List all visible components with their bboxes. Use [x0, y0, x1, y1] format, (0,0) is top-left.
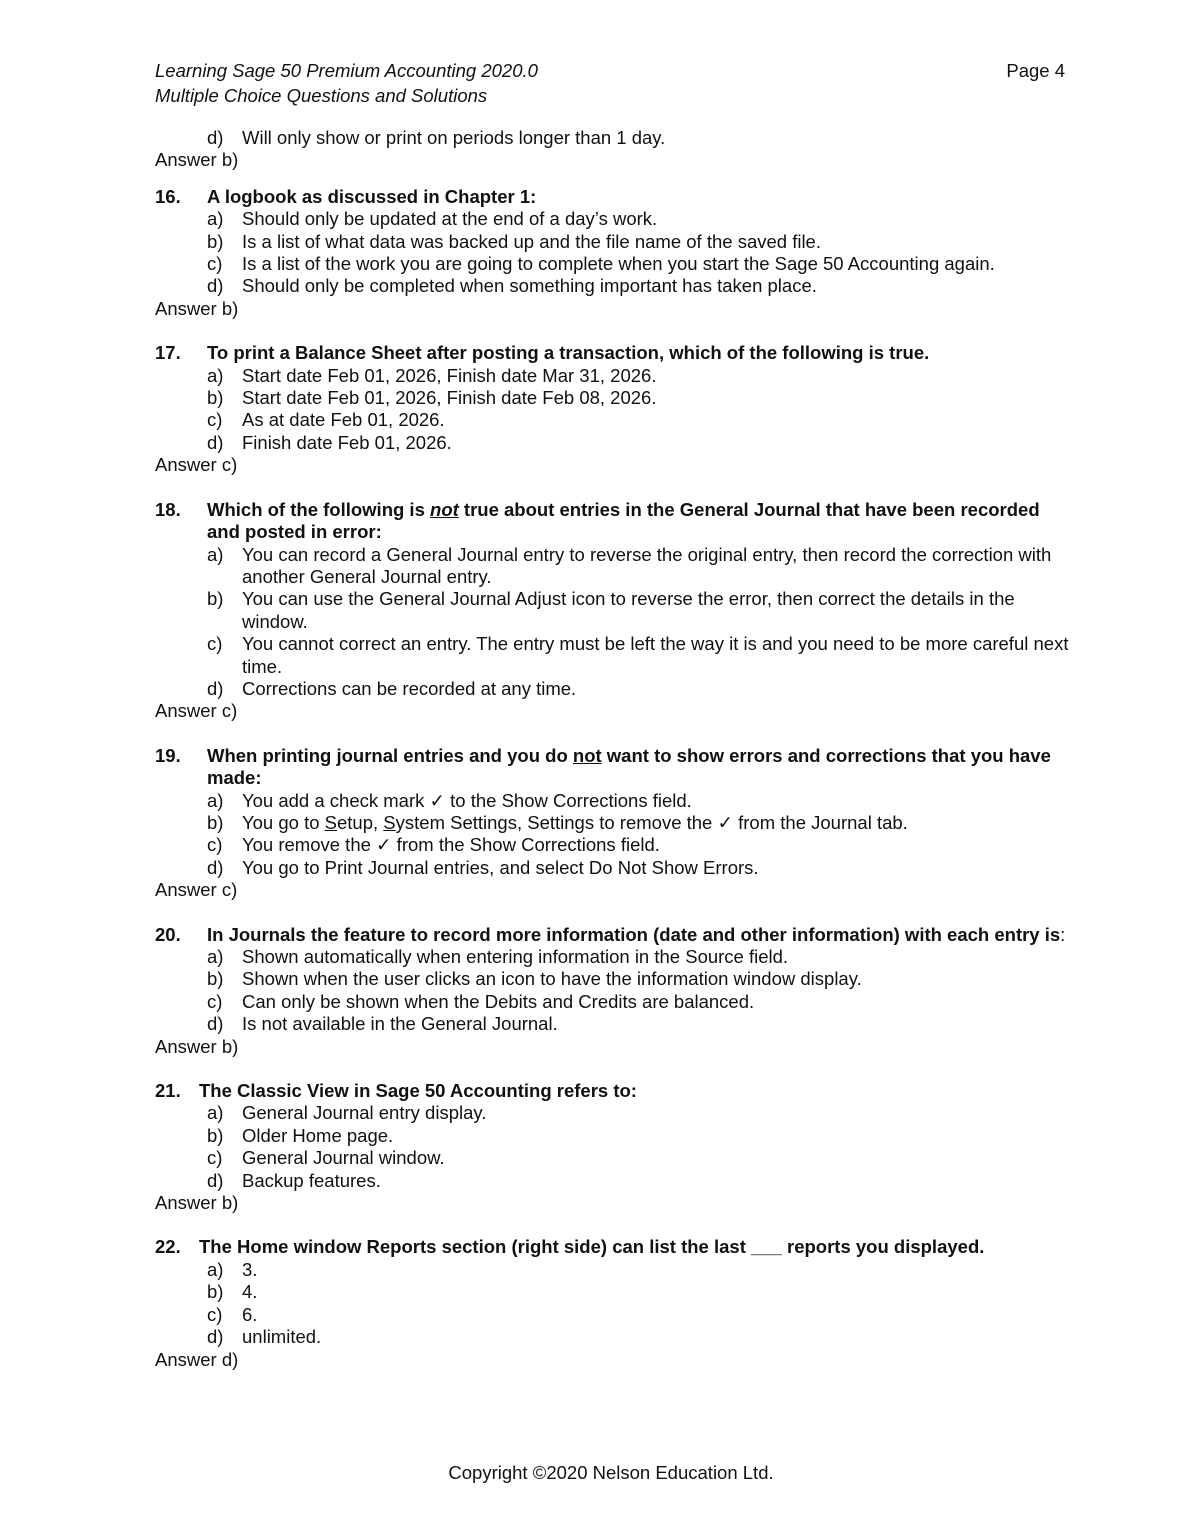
question-title: 22. The Home window Reports section (right side) can list the last ___ reports you displayed.: [155, 1236, 985, 1258]
option-d: d) Backup features.: [207, 1169, 381, 1191]
question-16: [155, 186, 1070, 320]
option-a: a) You can record a General Journal entry to reverse the original entry, then record the correction with another General Journal entry.: [207, 543, 1052, 587]
question-title: 19. When printing journal entries and you do not want to show errors and corrections that you have made:: [155, 744, 1051, 789]
document-subtitle: Multiple Choice Questions and Solutions: [155, 85, 488, 106]
option-a: a) Should only be updated at the end of a day’s work.: [207, 208, 658, 230]
option-b: b) You can use the General Journal Adjust icon to reverse the error, then correct the details in the window.: [207, 588, 1015, 632]
option-c: c) As at date Feb 01, 2026.: [207, 409, 445, 431]
question-18: [155, 499, 1070, 723]
question-title: 17. To print a Balance Sheet after posting a transaction, which of the following is true.: [155, 342, 930, 364]
page-header: [155, 58, 1065, 108]
question-20: [155, 924, 1070, 1058]
option-a: a) General Journal entry display.: [207, 1102, 487, 1124]
answer: Answer c): [155, 879, 238, 901]
option-letter: d): [207, 127, 224, 148]
option-a: a) Start date Feb 01, 2026, Finish date Mar 31, 2026.: [207, 364, 657, 386]
answer: Answer b): [155, 297, 239, 319]
question-title: 16. A logbook as discussed in Chapter 1:: [155, 185, 537, 207]
option-c: c) Is a list of the work you are going to complete when you start the Sage 50 Accounting again.: [207, 253, 995, 275]
option-c: c) Can only be shown when the Debits and Credits are balanced.: [207, 990, 755, 1012]
question-19: [155, 745, 1070, 902]
copyright-footer: Copyright ©2020 Nelson Education Ltd.: [448, 1462, 774, 1483]
option-b: b) Shown when the user clicks an icon to have the information window display.: [207, 968, 862, 990]
page-number: Page 4: [1006, 60, 1065, 81]
continued-option: [155, 127, 1070, 149]
option-d: d) You go to Print Journal entries, and select Do Not Show Errors.: [207, 856, 759, 878]
underline-not: not: [572, 744, 602, 766]
option-a: a) You add a check mark ✓ to the Show Corrections field.: [207, 789, 692, 811]
question-number: 21.: [155, 1080, 181, 1102]
answer: Answer b): [155, 1035, 239, 1057]
question-number: 19.: [155, 744, 181, 766]
emphasis-not: not: [430, 498, 459, 520]
question-number: 20.: [155, 923, 181, 945]
question-number: 18.: [155, 498, 181, 520]
question-title: 20. In Journals the feature to record more information (date and other information) with each entry is:: [155, 923, 1066, 945]
option-b: b) Is a list of what data was backed up and the file name of the saved file.: [207, 230, 821, 252]
option-d: d) Should only be completed when something important has taken place.: [207, 275, 817, 297]
question-21: [155, 1080, 1070, 1214]
option-c: c) 6.: [207, 1303, 258, 1325]
option-a: a) 3.: [207, 1258, 258, 1280]
question-number: 22.: [155, 1236, 181, 1258]
option-c: c) You cannot correct an entry. The entry must be left the way it is and you need to be more careful next time.: [207, 633, 1069, 677]
question-number: 17.: [155, 342, 181, 364]
option-a: a) Shown automatically when entering information in the Source field.: [207, 946, 789, 967]
option-c: c) You remove the ✓ from the Show Corrections field.: [207, 834, 660, 856]
option-d: d) Finish date Feb 01, 2026.: [207, 431, 452, 453]
question-title: 18. Which of the following is not true about entries in the General Journal that have been recorded and posted in error:: [155, 498, 1040, 543]
question-title: 21. The Classic View in Sage 50 Accounting refers to:: [155, 1080, 637, 1102]
option-d: d) Corrections can be recorded at any time.: [207, 677, 577, 699]
question-number: 16.: [155, 185, 181, 207]
answer-15: Answer b): [155, 149, 239, 171]
answer: Answer b): [155, 1192, 239, 1214]
answer: Answer d): [155, 1348, 239, 1370]
option-c: c) General Journal window.: [207, 1147, 445, 1169]
option-b: b) 4.: [207, 1281, 258, 1303]
question-17: [155, 342, 1070, 476]
option-b: b) You go to Setup, System Settings, Settings to remove the ✓ from the Journal tab.: [207, 811, 908, 833]
document-title: Learning Sage 50 Premium Accounting 2020.0: [155, 60, 538, 81]
option-d: d) unlimited.: [207, 1326, 322, 1348]
option-b: b) Start date Feb 01, 2026, Finish date Feb 08, 2026.: [207, 387, 657, 409]
question-22: [155, 1236, 1070, 1370]
option-text: Will only show or print on periods longer than 1 day.: [242, 127, 666, 148]
question-list: [155, 127, 1070, 1371]
answer: Answer c): [155, 454, 238, 476]
option-b: b) Older Home page.: [207, 1124, 394, 1146]
answer: Answer c): [155, 700, 238, 722]
option-d: d) Is not available in the General Journal.: [207, 1013, 558, 1035]
